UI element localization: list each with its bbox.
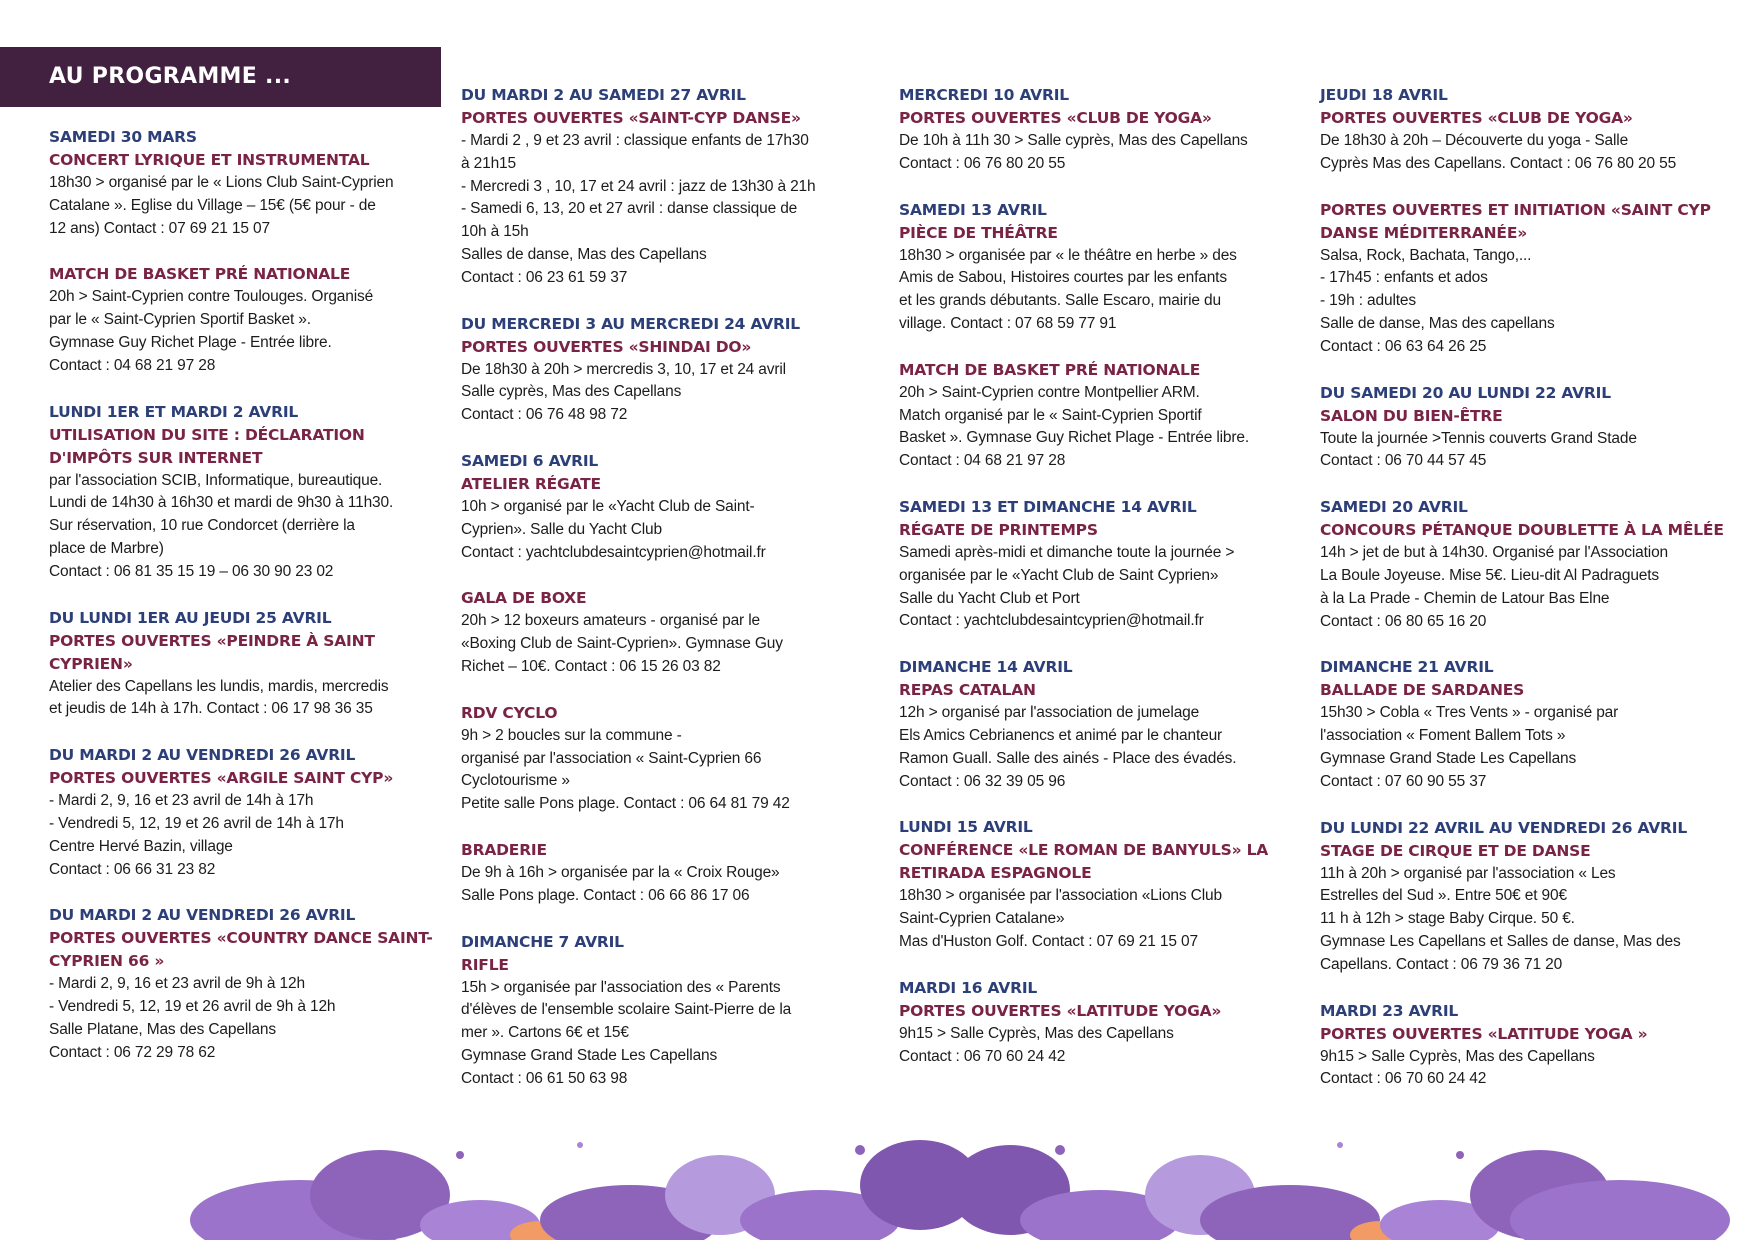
event-detail-line: De 9h à 16h > organisée par la « Croix Rouge» — [461, 863, 780, 881]
event-block — [49, 126, 441, 240]
event-detail-line: 20h > Saint-Cyprien contre Montpellier ARM. — [899, 383, 1200, 401]
event-date: DU MARDI 2 AU VENDREDI 26 AVRIL — [49, 906, 356, 925]
event-block — [899, 359, 1304, 473]
event-detail-line: - Mardi 2, 9, 16 et 23 avril de 9h à 12h — [49, 975, 305, 993]
event-block — [899, 496, 1304, 633]
event-detail-line: à 21h15 — [461, 154, 516, 172]
event-detail-line: 11 h à 12h > stage Baby Cirque. 50 €. — [1320, 910, 1575, 928]
event-block — [461, 313, 861, 427]
event-detail-line: - Mercredi 3 , 10, 17 et 24 avril : jazz de 13h30 à 21h — [461, 177, 816, 195]
event-detail-line: Ramon Guall. Salle des ainés - Place des évadés. — [899, 749, 1237, 767]
event-detail-line: Contact : yachtclubdesaintcyprien@hotmail.fr — [899, 612, 1204, 630]
event-date: DU MARDI 2 AU SAMEDI 27 AVRIL — [461, 86, 746, 104]
event-title: RÉGATE DE PRINTEMPS — [899, 520, 1098, 539]
event-detail-line: 18h30 > organisée par l'association «Lions Club — [899, 887, 1222, 905]
event-block — [899, 199, 1304, 336]
event-date: SAMEDI 13 AVRIL — [899, 200, 1047, 219]
event-detail-line: Contact : 06 70 60 24 42 — [899, 1047, 1066, 1065]
event-detail-line: par le « Saint-Cyprien Sportif Basket ». — [49, 311, 311, 329]
event-detail-line: Saint-Cyprien Catalane» — [899, 910, 1065, 928]
event-detail-line: La Boule Joyeuse. Mise 5€. Lieu-dit Al Padraguets — [1320, 566, 1660, 584]
event-date: MARDI 23 AVRIL — [1320, 1001, 1459, 1020]
event-block — [1320, 84, 1740, 176]
event-detail-line: Catalane ». Eglise du Village – 15€ (5€ pour - de — [49, 196, 376, 214]
event-title: RDV CYCLO — [461, 703, 558, 722]
event-detail-line: Cyprien». Salle du Yacht Club — [461, 520, 663, 538]
event-detail-line: Richet – 10€. Contact : 06 15 26 03 82 — [461, 657, 721, 675]
event-block — [1320, 656, 1740, 793]
event-date: JEUDI 18 AVRIL — [1320, 86, 1448, 104]
event-detail-line: 18h30 > organisée par « le théâtre en herbe » des — [899, 246, 1237, 264]
event-date: SAMEDI 13 ET DIMANCHE 14 AVRIL — [899, 497, 1197, 516]
event-detail-line: Samedi après-midi et dimanche toute la journée > — [899, 543, 1235, 561]
event-title: PIÈCE DE THÉÂTRE — [899, 223, 1058, 242]
event-detail-line: Contact : 06 66 31 23 82 — [49, 860, 216, 878]
event-detail-line: l'association « Foment Ballem Tots » — [1320, 727, 1566, 745]
event-title: UTILISATION DU SITE : DÉCLARATION D'IMPÔTS SUR INTERNET — [49, 425, 365, 467]
event-detail-line: Gymnase Les Capellans et Salles de danse, Mas des — [1320, 932, 1681, 950]
event-detail-line: Gymnase Grand Stade Les Capellans — [1320, 749, 1577, 767]
event-detail-line: Contact : 06 61 50 63 98 — [461, 1069, 628, 1087]
event-block — [1320, 199, 1740, 359]
event-title: REPAS CATALAN — [899, 681, 1036, 700]
event-title: PORTES OUVERTES «SAINT-CYP DANSE» — [461, 109, 801, 127]
event-detail-line: Basket ». Gymnase Guy Richet Plage - Entrée libre. — [899, 429, 1250, 447]
event-block — [49, 904, 441, 1064]
event-title: MATCH DE BASKET PRÉ NATIONALE — [899, 360, 1201, 379]
event-detail-line: Amis de Sabou, Histoires courtes par les enfants — [899, 269, 1227, 287]
event-detail-line: - Samedi 6, 13, 20 et 27 avril : danse classique de — [461, 200, 798, 218]
event-block — [1320, 496, 1740, 633]
event-detail-line: Match organisé par le « Saint-Cyprien Sportif — [899, 406, 1202, 424]
event-title: CONCERT LYRIQUE ET INSTRUMENTAL — [49, 151, 370, 169]
event-detail-line: Salle Platane, Mas des Capellans — [49, 1020, 276, 1038]
event-date: DIMANCHE 7 AVRIL — [461, 932, 624, 951]
event-block — [461, 450, 861, 564]
event-detail-line: Salsa, Rock, Bachata, Tango,... — [1320, 246, 1532, 264]
event-date: DIMANCHE 14 AVRIL — [899, 658, 1073, 677]
event-detail-line: Estrelles del Sud ». Entre 50€ et 90€ — [1320, 887, 1567, 905]
event-detail-line: De 18h30 à 20h – Découverte du yoga - Salle — [1320, 132, 1629, 149]
event-detail-line: d'élèves de l'ensemble scolaire Saint-Pierre de la — [461, 1001, 792, 1019]
event-block — [899, 84, 1304, 176]
event-title: PORTES OUVERTES «COUNTRY DANCE SAINT-CYPRIEN 66 » — [49, 929, 433, 971]
event-block — [461, 931, 861, 1091]
event-detail-line: 15h > organisée par l'association des « Parents — [461, 978, 781, 996]
event-block — [49, 401, 441, 584]
event-detail-line: - Mardi 2, 9, 16 et 23 avril de 14h à 17h — [49, 792, 314, 810]
event-block — [899, 656, 1304, 793]
event-detail-line: 12h > organisé par l'association de jumelage — [899, 704, 1200, 722]
event-detail-line: Contact : 06 80 65 16 20 — [1320, 612, 1487, 630]
event-detail-line: Contact : 06 32 39 05 96 — [899, 772, 1066, 790]
event-title: PORTES OUVERTES ET INITIATION «SAINT CYP DANSE MÉDITERRANÉE» — [1320, 200, 1711, 242]
event-detail-line: organisé par l'association « Saint-Cyprien 66 — [461, 749, 762, 767]
column-2 — [461, 84, 861, 1114]
event-detail-line: 11h à 20h > organisé par l'association « Les — [1320, 864, 1616, 882]
event-detail-line: «Boxing Club de Saint-Cyprien». Gymnase Guy — [461, 635, 783, 653]
event-date: DIMANCHE 21 AVRIL — [1320, 658, 1494, 677]
event-detail-line: Contact : yachtclubdesaintcyprien@hotmail.fr — [461, 543, 766, 561]
event-detail-line: De 18h30 à 20h > mercredis 3, 10, 17 et 24 avril — [461, 360, 786, 378]
event-block — [49, 744, 441, 881]
event-detail-line: par l'association SCIB, Informatique, bureautique. — [49, 471, 383, 489]
event-detail-line: Contact : 06 81 35 15 19 – 06 30 90 23 02 — [49, 562, 334, 580]
event-title: STAGE DE CIRQUE ET DE DANSE — [1320, 841, 1591, 860]
event-detail-line: 9h15 > Salle Cyprès, Mas des Capellans — [899, 1024, 1174, 1042]
event-detail-line: Contact : 06 72 29 78 62 — [49, 1043, 216, 1061]
event-detail-line: 18h30 > organisé par le « Lions Club Saint-Cyprien — [49, 174, 394, 191]
event-detail-line: Mas d'Huston Golf. Contact : 07 69 21 15 07 — [899, 932, 1198, 950]
event-date: SAMEDI 20 AVRIL — [1320, 498, 1468, 517]
event-detail-line: 12 ans) Contact : 07 69 21 15 07 — [49, 219, 270, 237]
event-detail-line: mer ». Cartons 6€ et 15€ — [461, 1024, 629, 1042]
event-title: SALON DU BIEN-ÊTRE — [1320, 406, 1503, 425]
event-detail-line: Salle de danse, Mas des capellans — [1320, 314, 1555, 332]
event-detail-line: - 17h45 : enfants et ados — [1320, 269, 1488, 287]
event-date: LUNDI 15 AVRIL — [899, 818, 1033, 837]
event-detail-line: Lundi de 14h30 à 16h30 et mardi de 9h30 à 11h30. — [49, 494, 394, 512]
event-detail-line: - Mardi 2 , 9 et 23 avril : classique enfants de 17h30 — [461, 132, 809, 149]
event-date: DU SAMEDI 20 AU LUNDI 22 AVRIL — [1320, 383, 1611, 402]
event-title: PORTES OUVERTES «PEINDRE À SAINT CYPRIEN» — [49, 631, 375, 673]
event-title: RIFLE — [461, 955, 509, 974]
event-detail-line: 10h > organisé par le «Yacht Club de Saint- — [461, 497, 755, 515]
event-detail-line: Contact : 04 68 21 97 28 — [899, 452, 1066, 470]
event-detail-line: 9h > 2 boucles sur la commune - — [461, 726, 682, 744]
event-detail-line: - Vendredi 5, 12, 19 et 26 avril de 14h à 17h — [49, 814, 344, 832]
event-block — [899, 816, 1304, 953]
event-detail-line: Salles de danse, Mas des Capellans — [461, 245, 707, 263]
event-detail-line: Salle du Yacht Club et Port — [899, 589, 1080, 607]
event-detail-line: Salle Pons plage. Contact : 06 66 86 17 06 — [461, 886, 750, 904]
event-detail-line: 15h30 > Cobla « Tres Vents » - organisé par — [1320, 704, 1619, 722]
column-3 — [899, 84, 1304, 1091]
event-title: PORTES OUVERTES «CLUB DE YOGA» — [899, 109, 1212, 127]
event-date: SAMEDI 6 AVRIL — [461, 451, 599, 470]
section-header: AU PROGRAMME ... — [0, 47, 441, 107]
event-block — [461, 839, 861, 908]
event-date: SAMEDI 30 MARS — [49, 128, 197, 146]
event-block — [49, 607, 441, 722]
event-title: CONCOURS PÉTANQUE DOUBLETTE À LA MÊLÉE — [1320, 521, 1724, 540]
event-detail-line: Contact : 06 63 64 26 25 — [1320, 337, 1487, 355]
event-detail-line: et jeudis de 14h à 17h. Contact : 06 17 98 36 35 — [49, 700, 373, 718]
event-title: PORTES OUVERTES «LATITUDE YOGA» — [899, 1001, 1222, 1020]
event-block — [1320, 817, 1740, 977]
event-detail-line: Contact : 06 76 48 98 72 — [461, 406, 628, 424]
event-detail-line: Petite salle Pons plage. Contact : 06 64 81 79 42 — [461, 795, 790, 813]
event-detail-line: 9h15 > Salle Cyprès, Mas des Capellans — [1320, 1047, 1595, 1065]
event-block — [461, 587, 861, 678]
event-detail-line: organisée par le «Yacht Club de Saint Cyprien» — [899, 566, 1219, 584]
event-detail-line: 10h à 15h — [461, 223, 529, 241]
event-date: MARDI 16 AVRIL — [899, 978, 1038, 997]
event-date: DU MARDI 2 AU VENDREDI 26 AVRIL — [49, 746, 356, 765]
event-title: ATELIER RÉGATE — [461, 474, 601, 493]
event-detail-line: Contact : 04 68 21 97 28 — [49, 356, 216, 374]
event-detail-line: village. Contact : 07 68 59 77 91 — [899, 314, 1117, 332]
event-detail-line: - 19h : adultes — [1320, 292, 1416, 310]
event-block — [1320, 382, 1740, 474]
event-block — [461, 84, 861, 290]
event-block — [461, 702, 861, 816]
event-title: PORTES OUVERTES «CLUB DE YOGA» — [1320, 109, 1633, 127]
column-1 — [49, 126, 441, 1088]
event-title: CONFÉRENCE «LE ROMAN DE BANYULS» LA RETIRADA ESPAGNOLE — [899, 841, 1269, 883]
event-detail-line: Contact : 06 70 44 57 45 — [1320, 452, 1487, 470]
event-detail-line: De 10h à 11h 30 > Salle cyprès, Mas des Capellans — [899, 132, 1248, 149]
event-date: DU LUNDI 1ER AU JEUDI 25 AVRIL — [49, 608, 332, 627]
event-date: DU LUNDI 22 AVRIL AU VENDREDI 26 AVRIL — [1320, 818, 1688, 837]
event-detail-line: 20h > 12 boxeurs amateurs - organisé par le — [461, 612, 760, 630]
event-date: DU MERCREDI 3 AU MERCREDI 24 AVRIL — [461, 314, 800, 333]
event-detail-line: Els Amics Cebrianencs et animé par le chanteur — [899, 726, 1223, 744]
event-detail-line: Gymnase Guy Richet Plage - Entrée libre. — [49, 333, 332, 351]
event-title: GALA DE BOXE — [461, 589, 587, 608]
event-title: PORTES OUVERTES «LATITUDE YOGA » — [1320, 1024, 1648, 1043]
event-detail-line: 14h > jet de but à 14h30. Organisé par l'Association — [1320, 544, 1669, 562]
event-detail-line: - Vendredi 5, 12, 19 et 26 avril de 9h à 12h — [49, 998, 336, 1016]
event-detail-line: 20h > Saint-Cyprien contre Toulouges. Organisé — [49, 288, 374, 306]
event-detail-line: Contact : 06 76 80 20 55 — [899, 154, 1066, 172]
event-detail-line: à la La Prade - Chemin de Latour Bas Elne — [1320, 589, 1610, 607]
event-detail-line: Centre Hervé Bazin, village — [49, 837, 233, 855]
event-detail-line: Gymnase Grand Stade Les Capellans — [461, 1046, 718, 1064]
event-title: PORTES OUVERTES «SHINDAI DO» — [461, 337, 752, 356]
column-4 — [1320, 84, 1740, 1114]
event-date: MERCREDI 10 AVRIL — [899, 86, 1069, 104]
event-title: MATCH DE BASKET PRÉ NATIONALE — [49, 265, 351, 284]
event-detail-line: Atelier des Capellans les lundis, mardis, mercredis — [49, 677, 389, 695]
event-detail-line: Contact : 06 23 61 59 37 — [461, 268, 628, 286]
event-title: BRADERIE — [461, 840, 547, 859]
event-detail-line: Salle cyprès, Mas des Capellans — [461, 383, 682, 401]
event-block — [1320, 1000, 1740, 1092]
event-block — [49, 263, 441, 377]
event-detail-line: Contact : 07 60 90 55 37 — [1320, 772, 1487, 790]
event-detail-line: Cyclotourisme » — [461, 772, 570, 790]
event-date: LUNDI 1ER ET MARDI 2 AVRIL — [49, 402, 299, 421]
event-detail-line: Sur réservation, 10 rue Condorcet (derrière la — [49, 517, 355, 535]
event-detail-line: Contact : 06 70 60 24 42 — [1320, 1070, 1487, 1088]
event-detail-line: place de Marbre) — [49, 539, 164, 557]
event-detail-line: Cyprès Mas des Capellans. Contact : 06 76 80 20 55 — [1320, 154, 1677, 172]
event-detail-line: Toute la journée >Tennis couverts Grand Stade — [1320, 429, 1637, 447]
event-title: PORTES OUVERTES «ARGILE SAINT CYP» — [49, 769, 394, 788]
event-block — [899, 977, 1304, 1069]
watercolor-splash-decoration — [160, 1125, 1754, 1240]
event-title: BALLADE DE SARDANES — [1320, 681, 1525, 700]
event-detail-line: Capellans. Contact : 06 79 36 71 20 — [1320, 955, 1563, 973]
event-detail-line: et les grands débutants. Salle Escaro, mairie du — [899, 292, 1221, 310]
